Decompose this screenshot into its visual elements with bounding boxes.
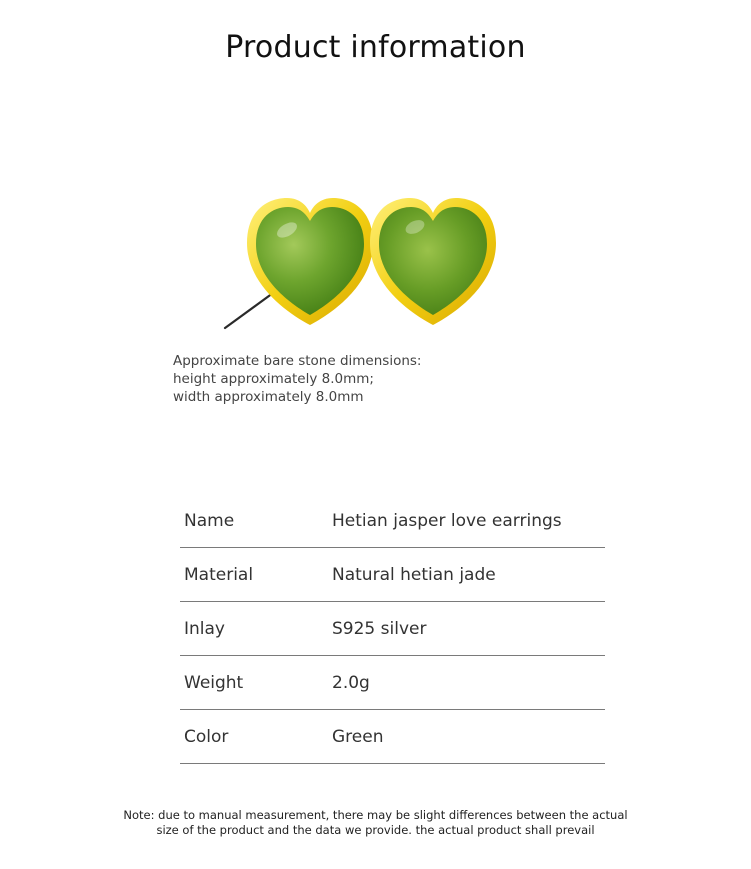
row-divider — [180, 763, 605, 765]
spec-label: Material — [184, 565, 254, 585]
spec-row-material — [180, 548, 605, 602]
spec-value: Natural hetian jade — [332, 565, 496, 585]
dimensions-height: height approximately 8.0mm; — [173, 371, 374, 387]
spec-label: Name — [184, 511, 235, 531]
spec-label: Weight — [184, 673, 244, 693]
stone-dimensions — [173, 352, 421, 406]
spec-label: Color — [184, 727, 229, 747]
note-line-1: Note: due to manual measurement, there may be slight differences between the actual — [123, 808, 628, 822]
spec-row-color — [180, 710, 605, 764]
spec-row-name — [180, 494, 605, 548]
measurement-note — [0, 808, 751, 838]
dimensions-heading: Approximate bare stone dimensions: — [173, 353, 422, 369]
spec-row-inlay — [180, 602, 605, 656]
dimensions-width: width approximately 8.0mm — [173, 389, 364, 405]
jade-heart-earrings-image — [215, 185, 515, 335]
note-line-2: size of the product and the data we provide. the actual product shall prevail — [156, 823, 595, 837]
earring-post — [225, 293, 273, 328]
left-heart-stone — [256, 207, 364, 315]
spec-value: Green — [332, 727, 384, 747]
spec-value: S925 silver — [332, 619, 427, 639]
spec-row-weight — [180, 656, 605, 710]
spec-value: 2.0g — [332, 673, 370, 693]
right-heart-stone — [379, 207, 487, 315]
page-title: Product information — [225, 30, 526, 65]
spec-value: Hetian jasper love earrings — [332, 511, 562, 531]
spec-label: Inlay — [184, 619, 225, 639]
